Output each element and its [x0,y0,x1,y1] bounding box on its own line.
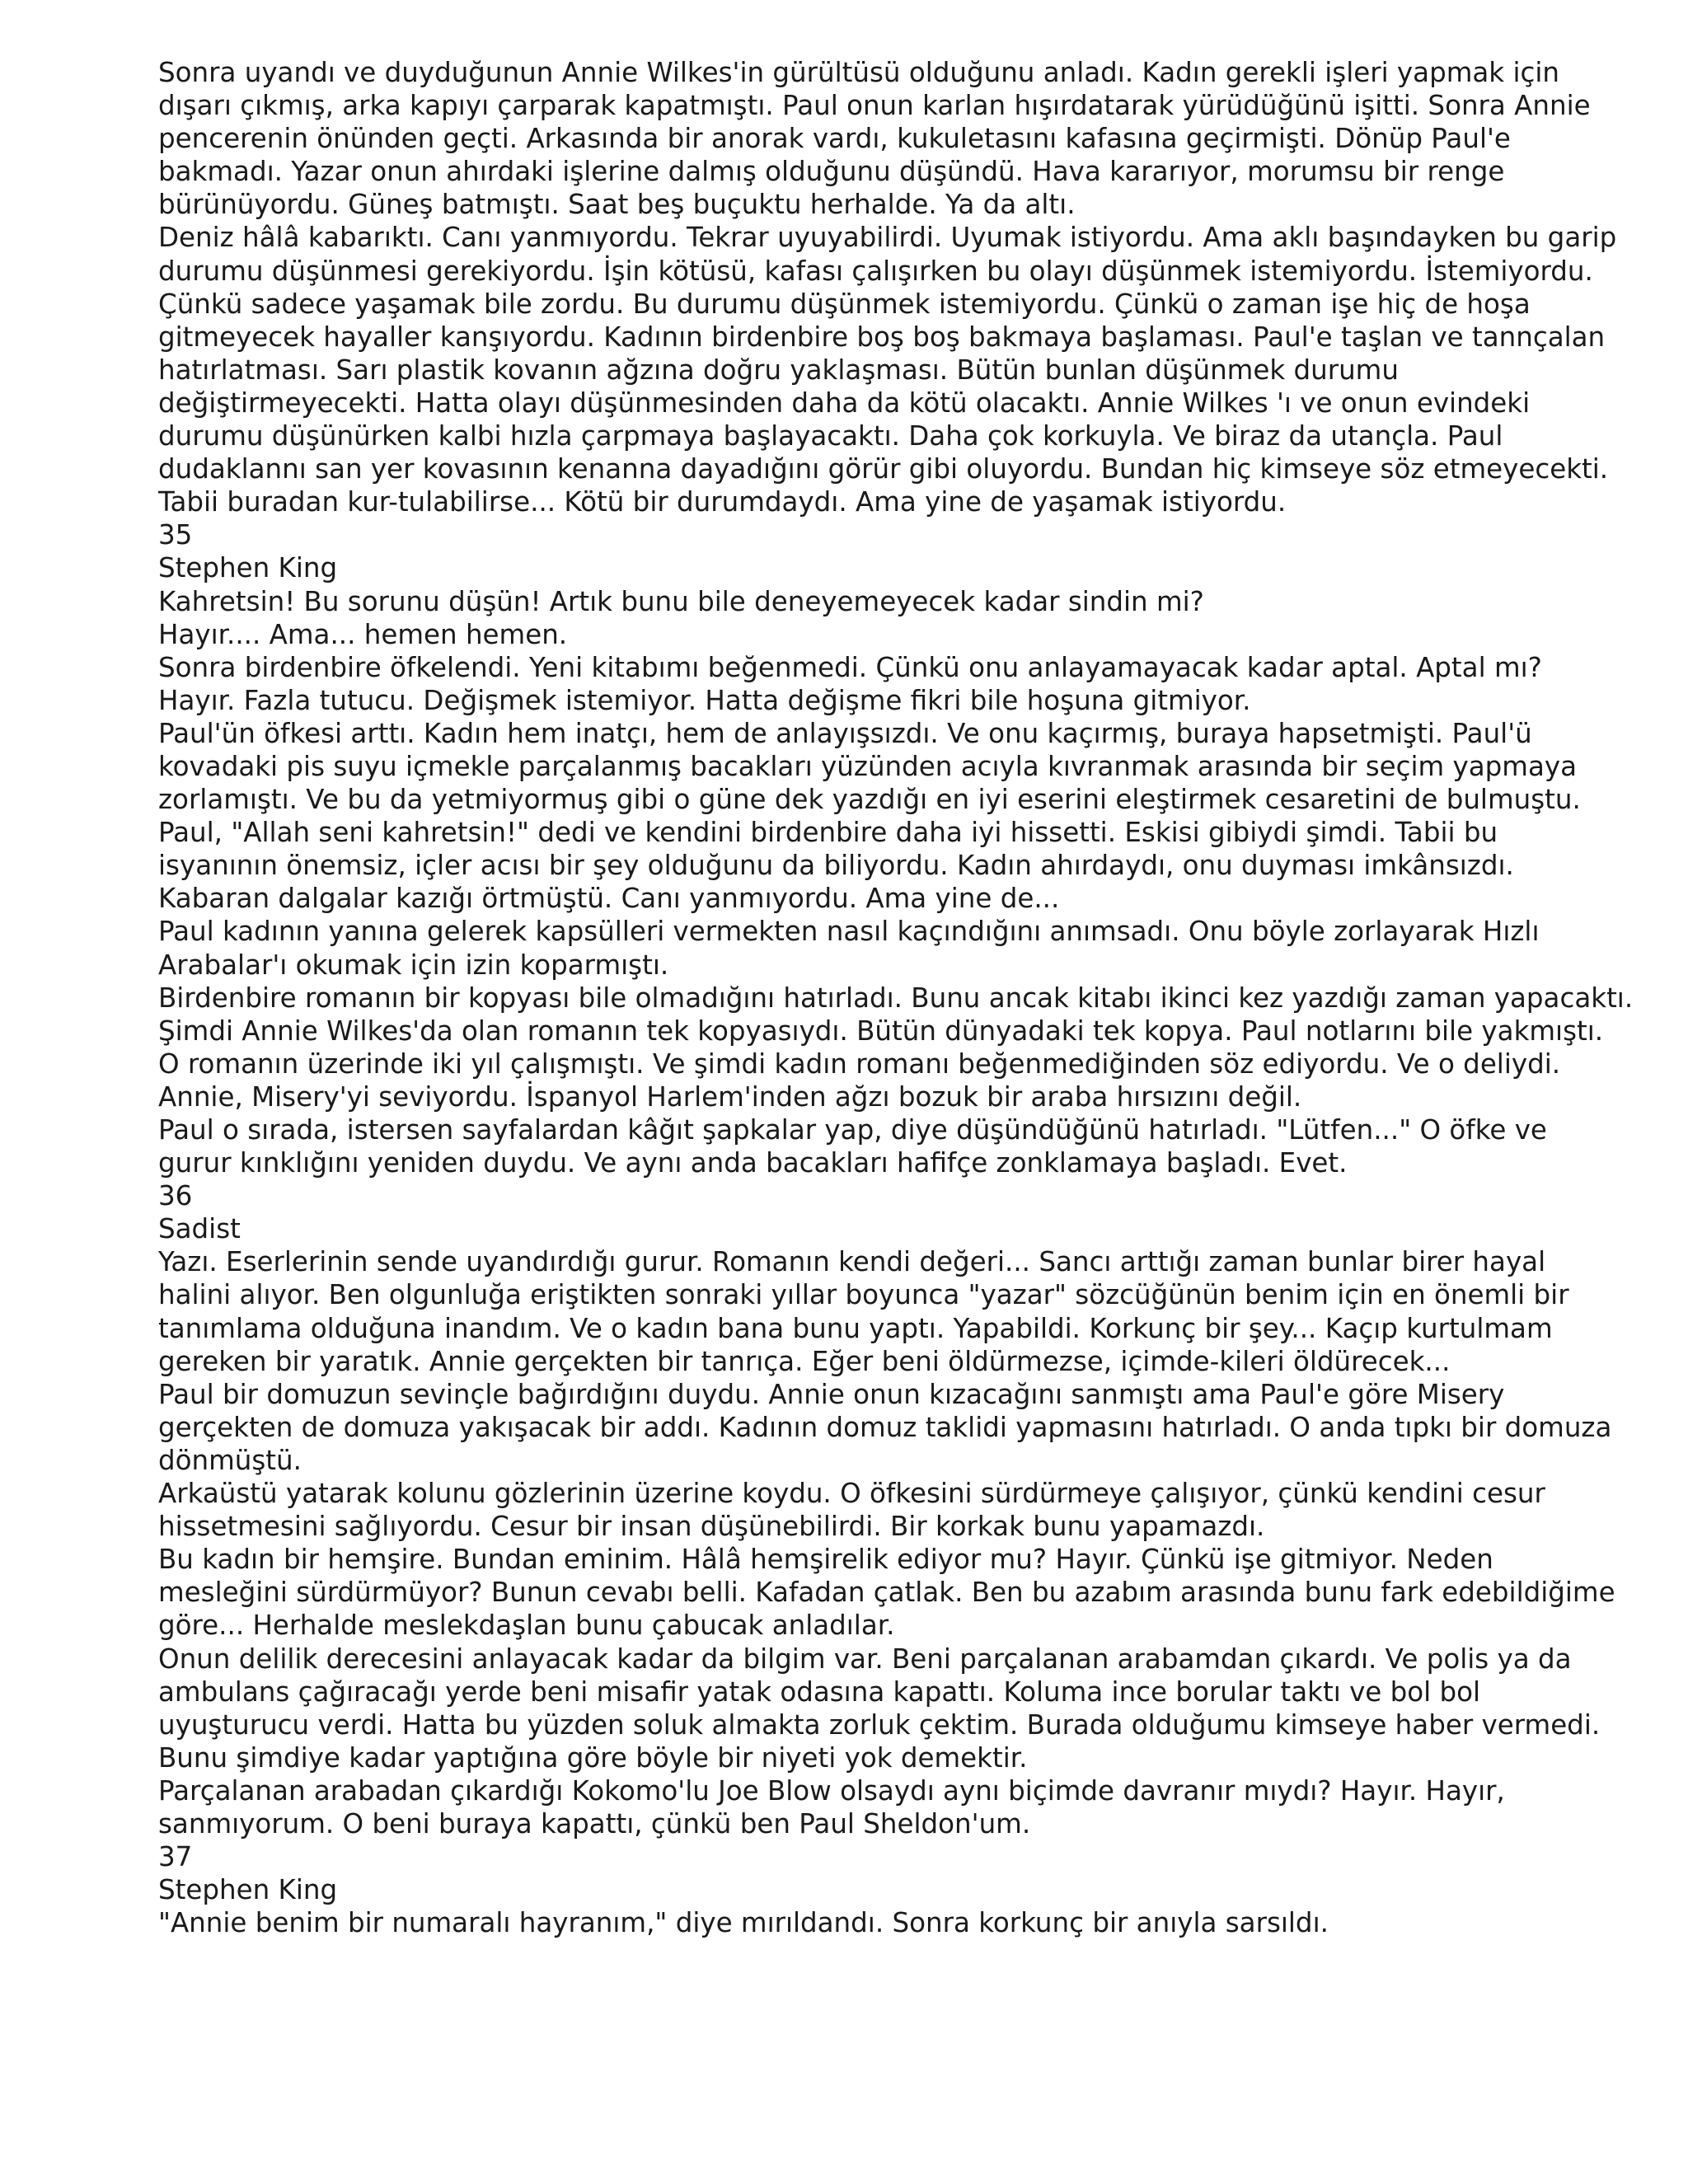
text-line: gurur kınklığını yeniden duydu. Ve aynı anda bacakları hafifçe zonklamaya başladı. Evet. [158,1147,1348,1179]
text-line: 37 [158,1841,193,1873]
text-line: mesleğini sürdürmüyor? Bunun cevabı belli. Kafadan çatlak. Ben bu azabım arasında bunu fark edebildiğime [158,1577,1615,1609]
text-line: Sadist [158,1213,241,1245]
text-line: Paul'ün öfkesi arttı. Kadın hem inatçı, hem de anlayışsızdı. Ve onu kaçırmış, buraya hapsetmişti. Paul'ü [158,717,1532,749]
text-line: pencerenin önünden geçti. Arkasında bir anorak vardı, kukuletasını kafasına geçirmişti. Dönüp Paul'e [158,123,1511,155]
text-line: gereken bir yaratık. Annie gerçekten bir tanrıça. Eğer beni öldürmezse, içimde-kileri öldürecek... [158,1345,1451,1377]
text-line: Sonra birdenbire öfkelendi. Yeni kitabımı beğenmedi. Çünkü onu anlayamayacak kadar aptal. Aptal mı? [158,651,1542,683]
text-line: Çünkü sadece yaşamak bile zordu. Bu durumu düşünmek istemiyordu. Çünkü o zaman işe hiç de hoşa [158,288,1531,320]
text-line: Paul o sırada, istersen sayfalardan kâğıt şapkalar yap, diye düşündüğünü hatırladı. "Lütfen..." O öfke ve [158,1114,1547,1146]
text-line: Arkaüstü yatarak kolunu gözlerinin üzerine koydu. O öfkesini sürdürmeye çalışıyor, çünkü kendini cesur [158,1478,1545,1510]
text-line: durumu düşünürken kalbi hızla çarpmaya başlayacaktı. Daha çok korkuyla. Ve biraz da utançla. Paul [158,420,1503,452]
text-line: Hayır.... Ama... hemen hemen. [158,618,568,650]
text-line: değiştirmeyecekti. Hatta olayı düşünmesinden daha da kötü olacaktı. Annie Wilkes 'ı ve onun evindeki [158,387,1531,419]
text-line: Onun delilik derecesini anlayacak kadar da bilgim var. Beni parçalanan arabamdan çıkardı. Ve polis ya da [158,1643,1572,1675]
text-line: Deniz hâlâ kabarıktı. Canı yanmıyordu. Tekrar uyuyabilirdi. Uyumak istiyordu. Ama aklı başındayken bu garip [158,222,1617,254]
document-text [158,56,1634,1939]
text-line: "Annie benim bir numaralı hayranım," diye mırıldandı. Sonra korkunç bir anıyla sarsıldı. [158,1907,1329,1939]
text-line: dudaklannı san yer kovasının kenanna dayadığını görür gibi oluyordu. Bundan hiç kimseye söz etmeyecekti. [158,453,1609,485]
text-line: Paul, "Allah seni kahretsin!" dedi ve kendini birdenbire daha iyi hissetti. Eskisi gibiydi şimdi. Tabii bu [158,817,1498,849]
text-line: ambulans çağıracağı yerde beni misafir yatak odasına kapattı. Koluma ince borular taktı ve bol bol [158,1675,1481,1708]
text-line: dönmüştü. [158,1444,302,1476]
text-line: Parçalanan arabadan çıkardığı Kokomo'lu Joe Blow olsaydı aynı biçimde davranır mıydı? Hayır. Hayır, [158,1774,1505,1807]
text-line: hatırlatması. Sarı plastik kovanın ağzına doğru yaklaşması. Bütün bunlan düşünmek durumu [158,354,1399,386]
text-line: Tabii buradan kur-tulabilirse... Kötü bir durumdaydı. Ama yine de yaşamak istiyordu. [158,486,1287,518]
text-line: gerçekten de domuza yakışacak bir addı. Kadının domuz taklidi yapmasını hatırladı. O anda tıpkı bir domuza [158,1411,1612,1443]
text-line: Stephen King [158,1874,338,1906]
text-line: Sonra uyandı ve duyduğunun Annie Wilkes'in gürültüsü olduğunu anladı. Kadın gerekli işleri yapmak için [158,57,1559,88]
text-line: Bu kadın bir hemşire. Bundan eminim. Hâlâ hemşirelik ediyor mu? Hayır. Çünkü işe gitmiyor. Neden [158,1544,1493,1576]
text-line: Kahretsin! Bu sorunu düşün! Artık bunu bile deneyemeyecek kadar sindin mi? [158,585,1204,617]
text-line: gitmeyecek hayaller kanşıyordu. Kadının birdenbire boş boş bakmaya başlaması. Paul'e taşlan ve tannçalan [158,321,1606,353]
text-line: dışarı çıkmış, arka kapıyı çarparak kapatmıştı. Paul onun karlan hışırdatarak yürüdüğünü işitti. Sonra Annie [158,90,1591,122]
text-line: Kabaran dalgalar kazığı örtmüştü. Canı yanmıyordu. Ama yine de... [158,883,1060,915]
text-line: durumu düşünmesi gerekiyordu. İşin kötüsü, kafası çalışırken bu olayı düşünmek istemiyordu. İstemiyordu. [158,255,1593,287]
text-line: Birdenbire romanın bir kopyası bile olmadığını hatırladı. Bunu ancak kitabı ikinci kez yazdığı zaman yapacaktı. [158,982,1634,1014]
text-line: zorlamıştı. Ve bu da yetmiyormuş gibi o güne dek yazdığı en iyi eserini eleştirmek cesaretini de bulmuştu. [158,784,1581,816]
text-line: bakmadı. Yazar onun ahırdaki işlerine dalmış olduğunu düşündü. Hava kararıyor, morumsu bir renge [158,156,1505,188]
text-line: sanmıyorum. O beni buraya kapattı, çünkü ben Paul Sheldon'um. [158,1807,1031,1840]
text-line: Paul kadının yanına gelerek kapsülleri vermekten nasıl kaçındığını anımsadı. Onu böyle zorlayarak Hızlı [158,916,1540,948]
text-line: uyuşturucu verdi. Hatta bu yüzden soluk almakta zorluk çektim. Burada olduğumu kimseye haber vermedi. [158,1708,1601,1741]
text-line: Yazı. Eserlerinin sende uyandırdığı gurur. Romanın kendi değeri... Sancı arttığı zaman bunlar birer hayal [158,1246,1546,1278]
text-line: isyanının önemsiz, içler acısı bir şey olduğunu da biliyordu. Kadın ahırdaydı, onu duyması imkânsızdı. [158,850,1514,882]
text-line: halini alıyor. Ben olgunluğa eriştikten sonraki yıllar boyunca "yazar" sözcüğünün benim için en önemli bir [158,1279,1569,1311]
text-line: Hayır. Fazla tutucu. Değişmek istemiyor. Hatta değişme fikri bile hoşuna gitmiyor. [158,684,1251,716]
text-line: O romanın üzerinde iki yıl çalışmıştı. Ve şimdi kadın romanı beğenmediğinden söz ediyordu. Ve o deliydi. [158,1047,1561,1080]
text-line: Şimdi Annie Wilkes'da olan romanın tek kopyasıydı. Bütün dünyadaki tek kopya. Paul notlarını bile yakmıştı. [158,1015,1604,1047]
text-line: göre... Herhalde meslekdaşlan bunu çabucak anladılar. [158,1610,895,1642]
text-line: 36 [158,1180,193,1212]
text-line: bürünüyordu. Güneş batmıştı. Saat beş buçuktu herhalde. Ya da altı. [158,189,1076,221]
text-line: 35 [158,519,193,551]
text-line: tanımlama olduğuna inandım. Ve o kadın bana bunu yaptı. Yapabildi. Korkunç bir şey... Kaçıp kurtulmam [158,1312,1553,1344]
text-line: hissetmesini sağlıyordu. Cesur bir insan düşünebilirdi. Bir korkak bunu yapamazdı. [158,1511,1265,1543]
text-line: Paul bir domuzun sevinçle bağırdığını duydu. Annie onun kızacağını sanmıştı ama Paul'e göre Misery [158,1378,1505,1410]
text-line: Stephen King [158,552,338,584]
text-line: Annie, Misery'yi seviyordu. İspanyol Harlem'inden ağzı bozuk bir araba hırsızını değil. [158,1080,1302,1113]
text-line: Bunu şimdiye kadar yaptığına göre böyle bir niyeti yok demektir. [158,1741,1028,1774]
text-line: kovadaki pis suyu içmekle parçalanmış bacakları yüzünden acıyla kıvranmak arasında bir seçim yapmaya [158,750,1578,782]
text-line: Arabalar'ı okumak için izin koparmıştı. [158,949,669,981]
